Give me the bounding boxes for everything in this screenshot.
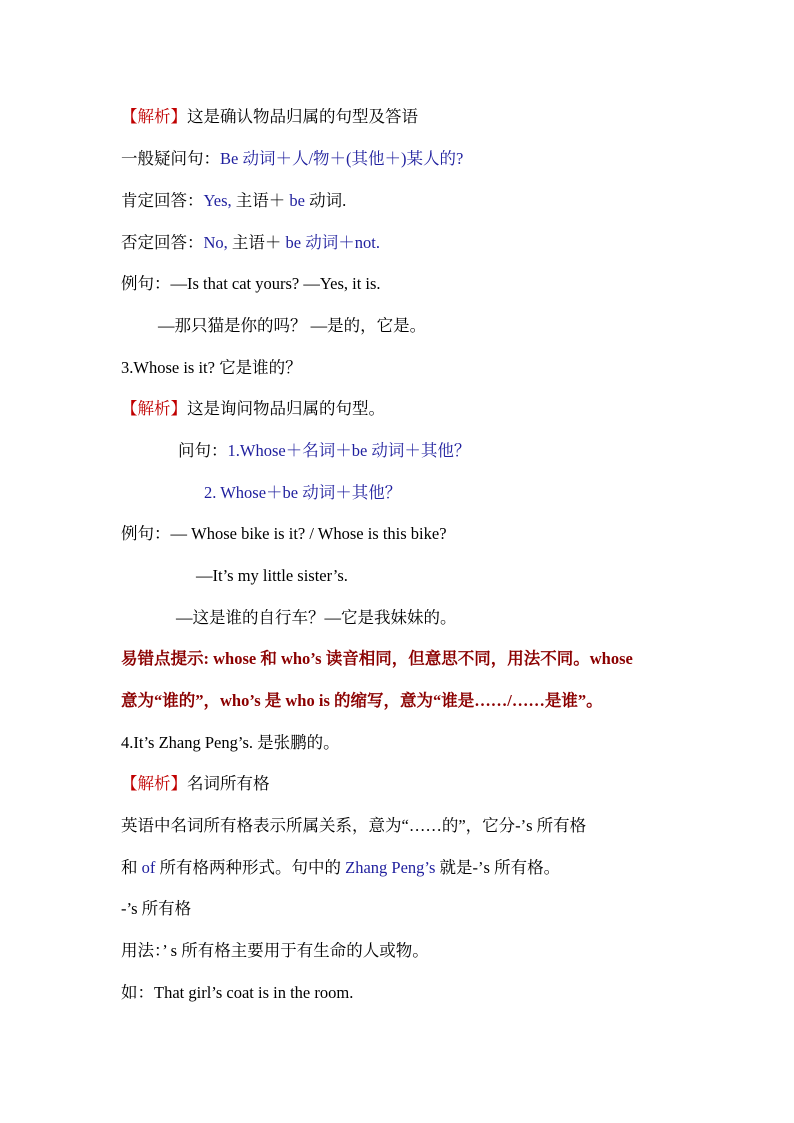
text: 就是-’s 所有格。: [435, 858, 561, 877]
example-3: 如：That girl’s coat is in the room.: [121, 983, 354, 1002]
section-3-title: 3.Whose is it? 它是谁的？: [121, 358, 302, 377]
text: 所有格两种形式。句中的: [155, 858, 346, 877]
example-2-answer: —It’s my little sister’s.: [196, 566, 348, 585]
analysis-tag: 【解析】: [121, 399, 187, 418]
be-word: be: [285, 233, 302, 252]
subject: 主语＋: [227, 233, 286, 252]
example-name: Zhang Peng’s: [345, 858, 436, 877]
analysis-text: 这是确认物品归属的句型及答语: [187, 107, 418, 126]
label: 一般疑问句：: [121, 149, 220, 168]
possessive-explanation: 英语中名词所有格表示所属关系，意为“……的”，它分-’s 所有格: [121, 816, 587, 835]
question-pattern-2: 2. Whose＋be 动词＋其他？: [204, 483, 402, 502]
analysis-heading-2: [121, 398, 385, 420]
positive-answer-line: [121, 190, 346, 212]
pattern: Be 动词＋人/物＋(其他＋)某人的?: [220, 149, 464, 168]
verb: 动词.: [304, 191, 347, 210]
s-possessive-heading: -’s 所有格: [121, 899, 192, 918]
analysis-tag: 【解析】: [121, 774, 187, 793]
yes-word: Yes,: [203, 191, 232, 210]
label: 肯定回答：: [121, 191, 204, 210]
error-tip-line-2: 意为“谁的”，who’s 是 who is 的缩写，意为“谁是……/……是谁”。: [121, 691, 603, 710]
label: 问句：: [178, 441, 228, 460]
analysis-heading-3: [121, 773, 270, 795]
example-2-translation: —这是谁的自行车？—它是我妹妹的。: [176, 608, 457, 627]
analysis-tag: 【解析】: [121, 107, 187, 126]
subject: 主语＋: [231, 191, 290, 210]
error-tip-line-1: 易错点提示: whose 和 who’s 读音相同，但意思不同，用法不同。whose: [121, 649, 633, 668]
example-2: 例句：— Whose bike is it? / Whose is this bike?: [121, 524, 447, 543]
be-word: be: [289, 191, 305, 210]
example-1-translation: —那只猫是你的吗？ —是的，它是。: [158, 316, 427, 335]
text: 和: [121, 858, 142, 877]
negative-answer-line: [121, 232, 380, 254]
analysis-heading-1: [121, 106, 418, 128]
no-word: No,: [203, 233, 228, 252]
general-question-line: [121, 148, 463, 170]
example-1: 例句：—Is that cat yours? —Yes, it is.: [121, 274, 381, 293]
analysis-text: 这是询问物品归属的句型。: [187, 399, 385, 418]
of-word: of: [141, 858, 156, 877]
usage-line: 用法：’ s 所有格主要用于有生命的人或物。: [121, 941, 429, 960]
possessive-forms-line: [121, 857, 560, 879]
verb-not: 动词＋not.: [301, 233, 380, 252]
pattern: 1.Whose＋名词＋be 动词＋其他？: [227, 441, 471, 460]
label: 否定回答：: [121, 233, 204, 252]
analysis-text: 名词所有格: [187, 774, 270, 793]
section-4-title: 4.It’s Zhang Peng’s. 是张鹏的。: [121, 733, 340, 752]
question-pattern-1: [178, 440, 470, 462]
